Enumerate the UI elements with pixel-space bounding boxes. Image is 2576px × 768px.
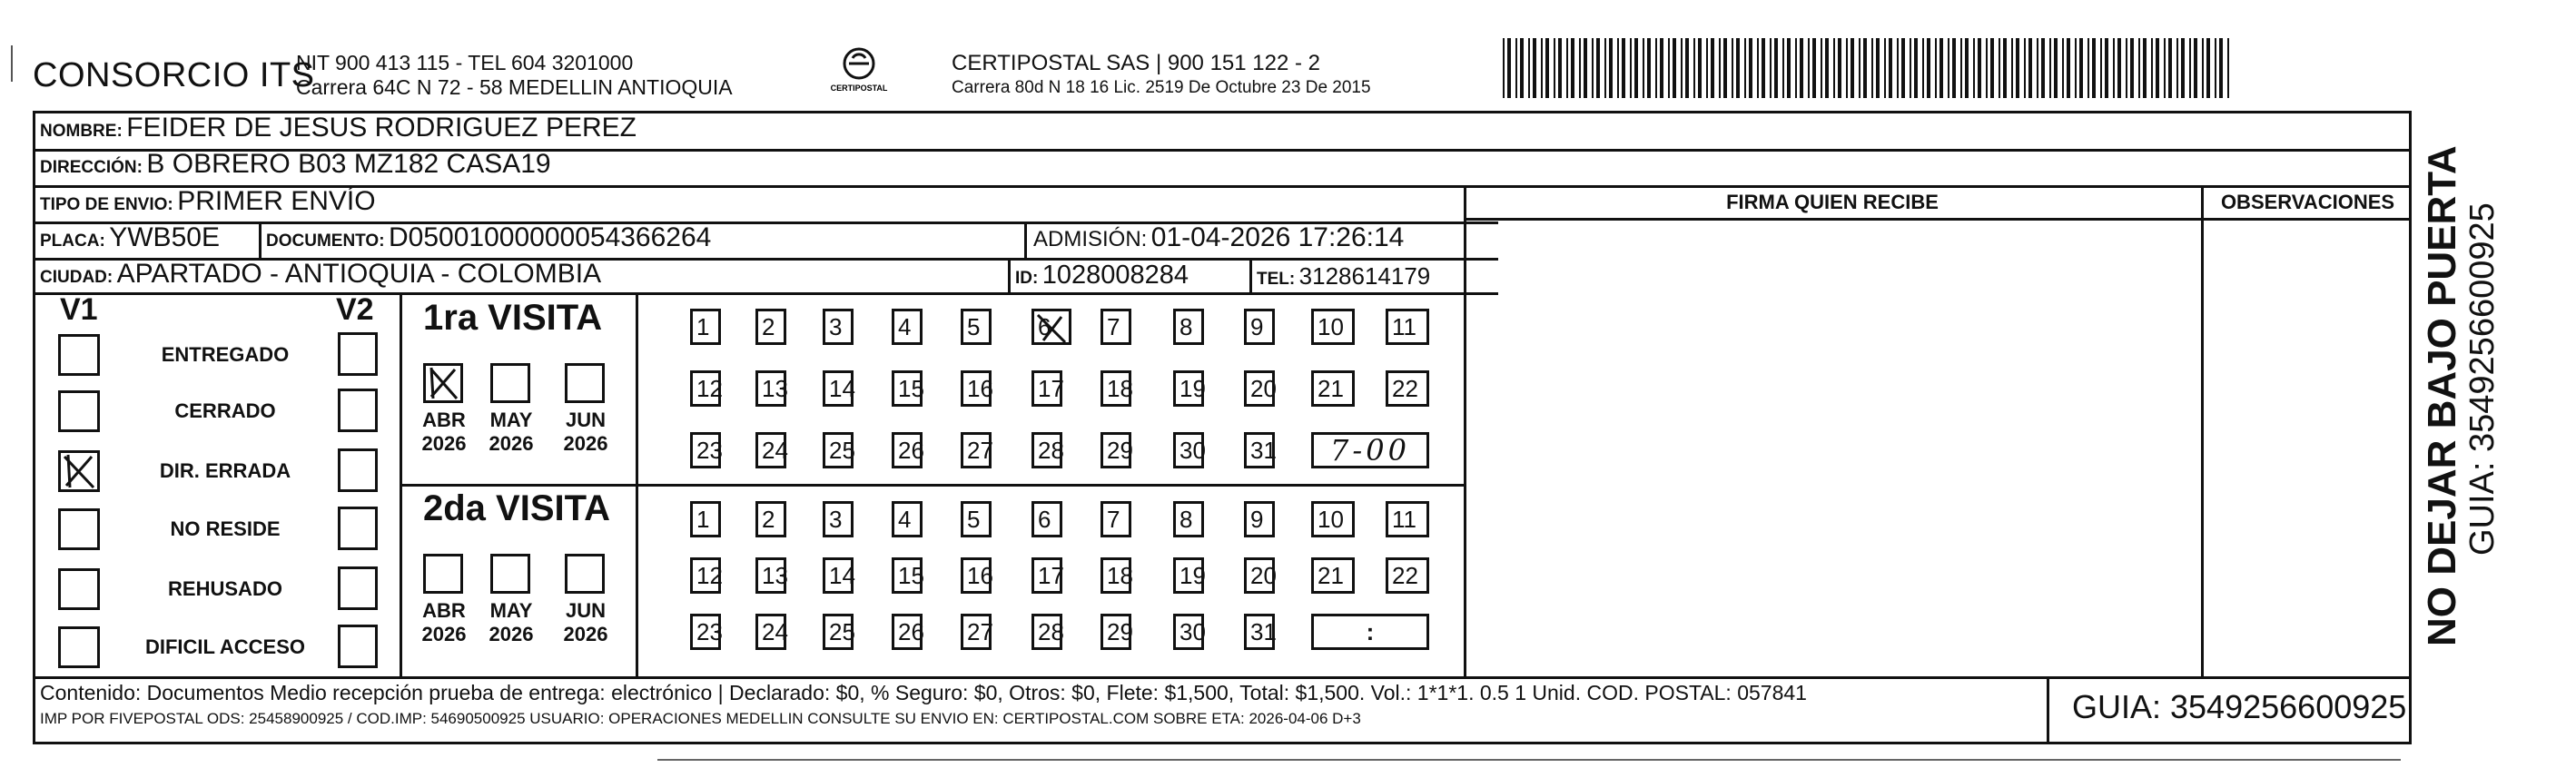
- x-mark-icon: [61, 453, 97, 489]
- second-visit-day-box[interactable]: [1173, 557, 1204, 594]
- admision-row: [1033, 222, 1404, 253]
- placa-value: YWB50E: [109, 222, 220, 252]
- v2-checkbox[interactable]: [338, 448, 378, 492]
- tel-label: TEL:: [1257, 270, 1296, 289]
- day-number: 23: [696, 618, 723, 645]
- v1-header: V1: [60, 292, 98, 327]
- day-number: 10: [1318, 506, 1344, 533]
- day-number: 30: [1179, 618, 1206, 645]
- check-label: DIFICIL ACCESO: [144, 635, 305, 658]
- second-visit-day-box[interactable]: [961, 614, 992, 650]
- documento-row: [266, 222, 711, 253]
- second-visit-day-box[interactable]: [961, 501, 992, 537]
- second-visit-month-checkbox[interactable]: [423, 554, 463, 594]
- second-visit-day-box[interactable]: [892, 557, 923, 594]
- day-number: 7: [1107, 313, 1120, 340]
- day-number: 10: [1318, 313, 1344, 340]
- carrier-info: [952, 51, 1371, 100]
- nombre-value: FEIDER DE JESUS RODRIGUEZ PEREZ: [126, 113, 637, 143]
- second-visit-month-label: [412, 599, 476, 646]
- footer-content: Contenido: Documentos Medio recepción prueba de entrega: electrónico | Declarado: $0, % Seguro: $0, Otros: $0, Flete: $1,500, Total: $1,500. Vol.: 1*1*1. 0.5 1 Unid. COD. POSTAL: 057841: [40, 681, 1807, 704]
- day-number: 1: [696, 506, 710, 533]
- month-name: JUN: [565, 409, 606, 431]
- first-visit-day-box[interactable]: [1311, 370, 1355, 407]
- second-visit-day-box[interactable]: [1100, 614, 1131, 650]
- logo-text: CERTIPOSTAL: [830, 84, 888, 93]
- first-visit-day-box[interactable]: [1311, 309, 1355, 345]
- second-visit-day-box[interactable]: [690, 614, 721, 650]
- v1-checkbox[interactable]: [58, 334, 100, 376]
- footer-print-info: IMP POR FIVEPOSTAL ODS: 25458900925 / COD.IMP: 54690500925 USUARIO: OPERACIONES MEDELLIN CONSULTE SU ENVIO EN: CERTIPOSTAL.COM SOBRE ETA: 2026-04-06 D+3: [40, 710, 1361, 727]
- placa-row: [40, 222, 220, 253]
- day-number: 27: [967, 618, 993, 645]
- check-label: ENTREGADO: [161, 343, 290, 366]
- no-dejar-warning: NO DEJAR BAJO PUERTA: [2420, 145, 2464, 646]
- day-number: 14: [829, 562, 855, 589]
- day-number: 24: [762, 437, 788, 464]
- v1-checkbox[interactable]: [58, 390, 100, 432]
- id-value: 1028008284: [1041, 261, 1189, 290]
- first-visit-day-box[interactable]: [1100, 309, 1131, 345]
- day-number: 20: [1250, 562, 1277, 589]
- v1-checkbox[interactable]: [58, 568, 100, 610]
- v1-checkbox[interactable]: [58, 450, 100, 492]
- day-number: 28: [1038, 437, 1064, 464]
- direccion-row: [40, 149, 551, 180]
- placa-label: PLACA:: [40, 231, 105, 251]
- month-name: ABR: [422, 409, 466, 431]
- day-number: 29: [1107, 437, 1133, 464]
- v1-checkbox[interactable]: [58, 626, 100, 668]
- first-visit-day-box[interactable]: [1100, 432, 1131, 468]
- day-number: 11: [1392, 313, 1416, 340]
- second-visit-month-checkbox[interactable]: [490, 554, 530, 594]
- second-visit-day-box[interactable]: [1244, 557, 1275, 594]
- observations-area[interactable]: [2204, 221, 2412, 676]
- month-year: 2026: [489, 432, 534, 455]
- v2-checkbox[interactable]: [338, 332, 378, 376]
- v2-checkbox[interactable]: [338, 507, 378, 550]
- first-visit-day-box[interactable]: [1173, 309, 1204, 345]
- first-visit-day-box[interactable]: [1244, 370, 1275, 407]
- second-visit-day-box[interactable]: [755, 557, 786, 594]
- v2-checkbox[interactable]: [338, 566, 378, 610]
- id-row: [1015, 261, 1189, 290]
- id-label: ID:: [1015, 269, 1039, 288]
- second-visit-title: 2da VISITA: [423, 488, 610, 528]
- second-visit-day-box[interactable]: [690, 557, 721, 594]
- second-visit-day-box[interactable]: [755, 501, 786, 537]
- admision-label: ADMISIÓN:: [1033, 227, 1148, 251]
- check-label: REHUSADO: [168, 577, 282, 600]
- day-number: 26: [898, 618, 924, 645]
- second-visit-day-box[interactable]: [755, 614, 786, 650]
- day-number: 4: [898, 313, 912, 340]
- day-number: 8: [1179, 506, 1193, 533]
- month-name: MAY: [489, 599, 533, 622]
- second-visit-day-box[interactable]: [892, 614, 923, 650]
- first-visit-day-box[interactable]: [823, 432, 854, 468]
- second-visit-day-box[interactable]: [823, 614, 854, 650]
- day-number: 18: [1107, 375, 1133, 402]
- ciudad-value: APARTADO - ANTIOQUIA - COLOMBIA: [116, 259, 602, 289]
- day-number: 21: [1318, 375, 1344, 402]
- day-number: 17: [1038, 375, 1064, 402]
- first-visit-month-checkbox[interactable]: [565, 363, 605, 403]
- first-visit-title: 1ra VISITA: [423, 298, 603, 338]
- second-visit-day-box[interactable]: [1311, 557, 1355, 594]
- day-number: 28: [1038, 618, 1064, 645]
- direccion-value: B OBRERO B03 MZ182 CASA19: [146, 149, 551, 179]
- second-visit-month-label: [479, 599, 543, 646]
- v2-checkbox[interactable]: [338, 389, 378, 432]
- day-number: 6: [1038, 506, 1051, 533]
- day-number: 1: [696, 313, 710, 340]
- day-number: 3: [829, 506, 843, 533]
- first-visit-month-label: [554, 409, 617, 456]
- day-number: 31: [1250, 437, 1277, 464]
- day-number: 25: [829, 437, 855, 464]
- documento-label: DOCUMENTO:: [266, 231, 385, 251]
- check-label: NO RESIDE: [170, 517, 281, 540]
- second-visit-day-box[interactable]: [1311, 501, 1355, 537]
- day-number: 13: [762, 375, 788, 402]
- first-visit-day-box[interactable]: [892, 432, 923, 468]
- carrier-license: Carrera 80d N 18 16 Lic. 2519 De Octubre 23 De 2015: [952, 78, 1371, 97]
- first-visit-day-box[interactable]: [690, 309, 721, 345]
- month-name: JUN: [565, 599, 606, 622]
- signature-area[interactable]: [1466, 221, 2201, 676]
- second-visit-day-box[interactable]: [1100, 501, 1131, 537]
- second-visit-day-box[interactable]: [1386, 501, 1429, 537]
- first-visit-day-box[interactable]: [690, 432, 721, 468]
- second-visit-day-box[interactable]: [1100, 557, 1131, 594]
- day-number: 15: [898, 375, 924, 402]
- month-name: MAY: [489, 409, 533, 431]
- second-visit-month-label: [554, 599, 617, 646]
- day-number: 7: [1107, 506, 1120, 533]
- second-visit-day-box[interactable]: [1386, 557, 1429, 594]
- seal-icon: [830, 44, 888, 98]
- tel-row: [1257, 262, 1430, 290]
- observaciones-label: OBSERVACIONES: [2220, 191, 2395, 213]
- second-visit-month-checkbox[interactable]: [565, 554, 605, 594]
- day-number: 4: [898, 506, 912, 533]
- first-visit-day-box[interactable]: [1244, 309, 1275, 345]
- first-visit-day-box[interactable]: [961, 432, 992, 468]
- first-visit-day-box[interactable]: [1031, 432, 1062, 468]
- day-number: 9: [1250, 506, 1264, 533]
- first-visit-day-box[interactable]: [823, 370, 854, 407]
- company-address: Carrera 64C N 72 - 58 MEDELLIN ANTIOQUIA: [296, 75, 733, 99]
- first-visit-day-box[interactable]: [1386, 309, 1429, 345]
- second-visit-day-box[interactable]: [961, 557, 992, 594]
- tipo-label: TIPO DE ENVIO:: [40, 195, 173, 214]
- x-mark-icon: [1034, 311, 1071, 346]
- second-visit-day-box[interactable]: [1173, 501, 1204, 537]
- first-visit-day-box[interactable]: [892, 309, 923, 345]
- second-visit-day-box[interactable]: [1244, 614, 1275, 650]
- day-number: 13: [762, 562, 788, 589]
- first-visit-day-box[interactable]: [823, 309, 854, 345]
- day-number: 15: [898, 562, 924, 589]
- admision-value: 01-04-2026 17:26:14: [1150, 222, 1405, 252]
- first-visit-month-label: [412, 409, 476, 456]
- month-year: 2026: [563, 623, 608, 645]
- month-year: 2026: [421, 432, 467, 455]
- day-number: 31: [1250, 618, 1277, 645]
- day-number: 30: [1179, 437, 1206, 464]
- check-label: DIR. ERRADA: [159, 459, 291, 482]
- day-number: 23: [696, 437, 723, 464]
- month-year: 2026: [563, 432, 608, 455]
- day-number: 17: [1038, 562, 1064, 589]
- v1-checkbox[interactable]: [58, 508, 100, 550]
- day-number: 2: [762, 506, 775, 533]
- first-visit-day-box[interactable]: [1031, 370, 1062, 407]
- v2-header: V2: [336, 292, 374, 327]
- second-visit-day-box[interactable]: [1173, 614, 1204, 650]
- first-visit-month-checkbox[interactable]: [423, 363, 463, 403]
- day-number: 21: [1318, 562, 1344, 589]
- day-number: 27: [967, 437, 993, 464]
- first-visit-day-box[interactable]: [961, 309, 992, 345]
- second-visit-day-box[interactable]: [1031, 614, 1062, 650]
- first-visit-month-checkbox[interactable]: [490, 363, 530, 403]
- day-number: 12: [696, 375, 723, 402]
- direccion-label: DIRECCIÓN:: [40, 158, 143, 177]
- first-visit-day-box[interactable]: [755, 309, 786, 345]
- first-visit-day-box[interactable]: [690, 370, 721, 407]
- month-year: 2026: [421, 623, 467, 645]
- barcode: [1503, 38, 2229, 98]
- tipo-row: [40, 186, 376, 217]
- second-visit-day-box[interactable]: [823, 501, 854, 537]
- time-placeholder: :: [1366, 618, 1375, 645]
- footer-guia: GUIA: 3549256600925: [2072, 688, 2407, 725]
- day-number: 14: [829, 375, 855, 402]
- first-visit-day-box[interactable]: [1031, 309, 1071, 345]
- second-visit-day-box[interactable]: [892, 501, 923, 537]
- day-number: 2: [762, 313, 775, 340]
- second-visit-time-box[interactable]: [1311, 614, 1429, 650]
- first-visit-day-box[interactable]: [1244, 432, 1275, 468]
- day-number: 18: [1107, 562, 1133, 589]
- first-visit-time-box[interactable]: [1311, 432, 1429, 468]
- second-visit-day-box[interactable]: [823, 557, 854, 594]
- carrier-name: CERTIPOSTAL SAS | 900 151 122 - 2: [952, 51, 1320, 75]
- first-visit-day-box[interactable]: [1100, 370, 1131, 407]
- company-name: CONSORCIO ITS: [33, 56, 315, 94]
- second-visit-day-box[interactable]: [1031, 501, 1062, 537]
- company-nit: NIT 900 413 115 - TEL 604 3201000: [296, 51, 634, 74]
- day-number: 3: [829, 313, 843, 340]
- day-number: 11: [1392, 506, 1416, 533]
- second-visit-day-box[interactable]: [1244, 501, 1275, 537]
- company-info: [296, 51, 733, 100]
- month-year: 2026: [489, 623, 534, 645]
- first-visit-day-box[interactable]: [1386, 370, 1429, 407]
- day-number: 26: [898, 437, 924, 464]
- handwritten-time: 7-00: [1330, 433, 1410, 468]
- day-number: 29: [1107, 618, 1133, 645]
- day-number: 16: [967, 375, 993, 402]
- side-guia: GUIA: 3549256600925: [2463, 202, 2502, 556]
- day-number: 24: [762, 618, 788, 645]
- nombre-row: [40, 113, 637, 143]
- second-visit-day-box[interactable]: [690, 501, 721, 537]
- v2-checkbox[interactable]: [338, 625, 378, 668]
- month-name: ABR: [422, 599, 466, 622]
- first-visit-day-box[interactable]: [755, 432, 786, 468]
- day-number: 25: [829, 618, 855, 645]
- ciudad-row: [40, 259, 601, 290]
- first-visit-day-box[interactable]: [755, 370, 786, 407]
- tipo-value: PRIMER ENVÍO: [177, 186, 376, 216]
- first-visit-day-box[interactable]: [961, 370, 992, 407]
- day-number: 8: [1179, 313, 1193, 340]
- day-number: 19: [1179, 562, 1206, 589]
- first-visit-day-box[interactable]: [1173, 432, 1204, 468]
- day-number: 22: [1392, 375, 1418, 402]
- day-number: 19: [1179, 375, 1206, 402]
- ciudad-label: CIUDAD:: [40, 268, 114, 287]
- first-visit-day-box[interactable]: [892, 370, 923, 407]
- day-number: 6: [1038, 313, 1051, 340]
- day-number: 16: [967, 562, 993, 589]
- check-label: CERRADO: [174, 399, 276, 422]
- first-visit-day-box[interactable]: [1173, 370, 1204, 407]
- nombre-label: NOMBRE:: [40, 122, 123, 141]
- day-number: 9: [1250, 313, 1264, 340]
- x-mark-icon: [426, 366, 460, 400]
- tel-value: 3128614179: [1298, 262, 1431, 290]
- second-visit-day-box[interactable]: [1031, 557, 1062, 594]
- documento-value: D05001000000054366264: [389, 222, 712, 252]
- first-visit-month-label: [479, 409, 543, 456]
- firma-label: FIRMA QUIEN RECIBE: [1726, 191, 1939, 213]
- day-number: 20: [1250, 375, 1277, 402]
- day-number: 5: [967, 506, 981, 533]
- day-number: 5: [967, 313, 981, 340]
- day-number: 12: [696, 562, 723, 589]
- day-number: 22: [1392, 562, 1418, 589]
